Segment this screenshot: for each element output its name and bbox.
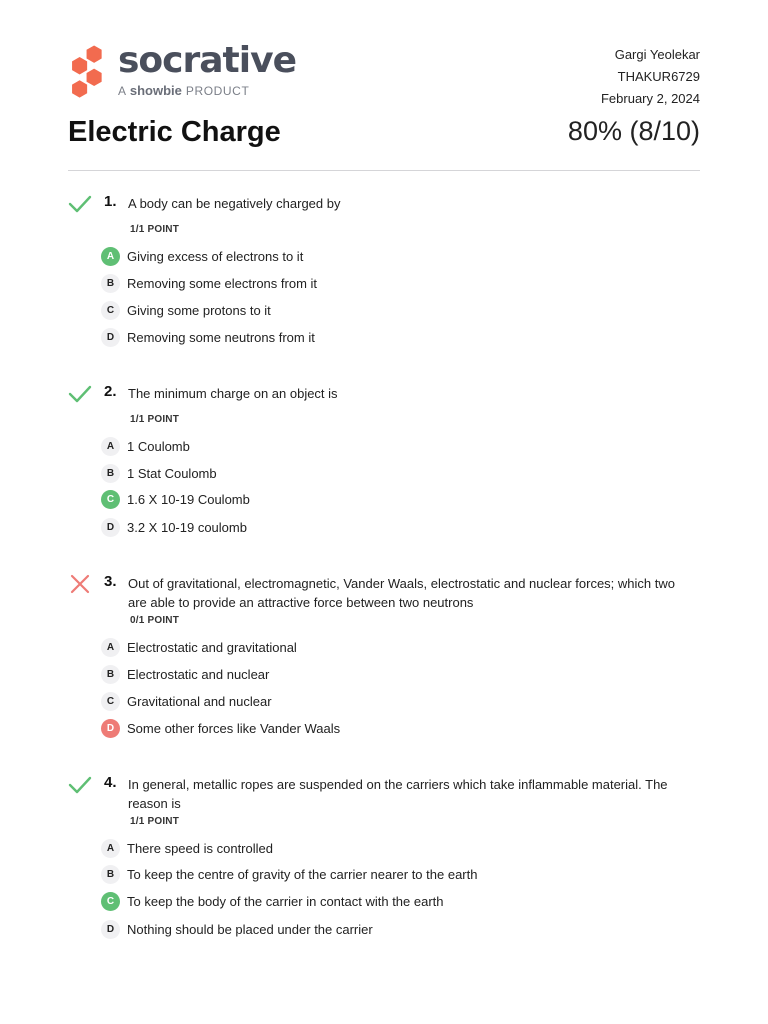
answer-letter-badge: D <box>101 719 120 738</box>
question-number: 3. <box>104 573 117 590</box>
question-points: 1/1 POINT <box>130 414 180 425</box>
socrative-logo <box>68 40 298 100</box>
answer-text: Giving some protons to it <box>127 303 271 318</box>
brand-tag-suffix: PRODUCT <box>185 84 250 98</box>
report-header <box>68 40 700 106</box>
answer-letter-badge: C <box>101 892 120 911</box>
answer-text: To keep the body of the carrier in contact with the earth <box>127 894 444 909</box>
student-name: Gargi Yeolekar <box>614 47 700 62</box>
answer-text: Electrostatic and nuclear <box>127 667 270 682</box>
brand-tag-prefix: A <box>118 84 126 98</box>
answer-letter-badge: A <box>101 638 120 657</box>
answer-letter-badge: B <box>101 464 120 483</box>
question-number: 2. <box>104 383 117 400</box>
checkmark-icon <box>68 382 92 406</box>
answer-letter-badge: A <box>101 839 120 858</box>
answer-text: There speed is controlled <box>127 841 273 856</box>
question-points: 0/1 POINT <box>130 615 180 626</box>
checkmark-icon <box>68 773 92 797</box>
answer-text: Some other forces like Vander Waals <box>127 721 341 736</box>
student-info <box>601 44 700 110</box>
question-text: A body can be negatively charged by <box>128 196 341 211</box>
title-row <box>68 116 700 156</box>
question-text: In general, metallic ropes are suspended on the carriers which take inflammable material. The reason is <box>128 777 668 811</box>
answer-text: 1.6 X 10-19 Coulomb <box>127 492 250 507</box>
answer-text: Giving excess of electrons to it <box>127 249 304 264</box>
answer-letter-badge: D <box>101 518 120 537</box>
answer-letter-badge: C <box>101 301 120 320</box>
answer-letter-badge: C <box>101 490 120 509</box>
answer-letter-badge: B <box>101 865 120 884</box>
answer-letter-badge: A <box>101 247 120 266</box>
answer-text: 3.2 X 10-19 coulomb <box>127 520 247 535</box>
hexagon-cluster-icon <box>68 44 108 100</box>
question-points: 1/1 POINT <box>130 816 180 827</box>
brand-tagline <box>118 83 249 98</box>
quiz-title: Electric Charge <box>68 116 281 148</box>
question-points: 1/1 POINT <box>130 224 180 235</box>
answer-text: Gravitational and nuclear <box>127 694 272 709</box>
cross-icon <box>68 572 92 596</box>
question-text: Out of gravitational, electromagnetic, Vander Waals, electrostatic and nuclear forces; which two are able to provide an attractive force between two neutrons <box>128 576 675 610</box>
question-number: 1. <box>104 193 117 210</box>
student-code: THAKUR6729 <box>617 69 700 84</box>
answer-letter-badge: D <box>101 328 120 347</box>
checkmark-icon <box>68 192 92 216</box>
brand-tag-brand: showbie <box>129 83 182 98</box>
answer-text: To keep the centre of gravity of the carrier nearer to the earth <box>127 867 478 882</box>
brand-name: socrative <box>118 40 296 81</box>
answer-letter-badge: A <box>101 437 120 456</box>
answer-text: Electrostatic and gravitational <box>127 640 297 655</box>
question-text: The minimum charge on an object is <box>128 386 338 401</box>
answer-letter-badge: B <box>101 665 120 684</box>
answer-text: Removing some neutrons from it <box>127 330 315 345</box>
question-number: 4. <box>104 774 117 791</box>
header-divider <box>68 170 700 171</box>
quiz-score: 80% (8/10) <box>567 116 700 146</box>
answer-letter-badge: B <box>101 274 120 293</box>
answer-text: 1 Coulomb <box>127 439 190 454</box>
answer-text: Nothing should be placed under the carrier <box>127 922 373 937</box>
answer-text: 1 Stat Coulomb <box>127 466 217 481</box>
report-date: February 2, 2024 <box>600 91 700 106</box>
answer-text: Removing some electrons from it <box>127 276 318 291</box>
answer-letter-badge: D <box>101 920 120 939</box>
answer-letter-badge: C <box>101 692 120 711</box>
